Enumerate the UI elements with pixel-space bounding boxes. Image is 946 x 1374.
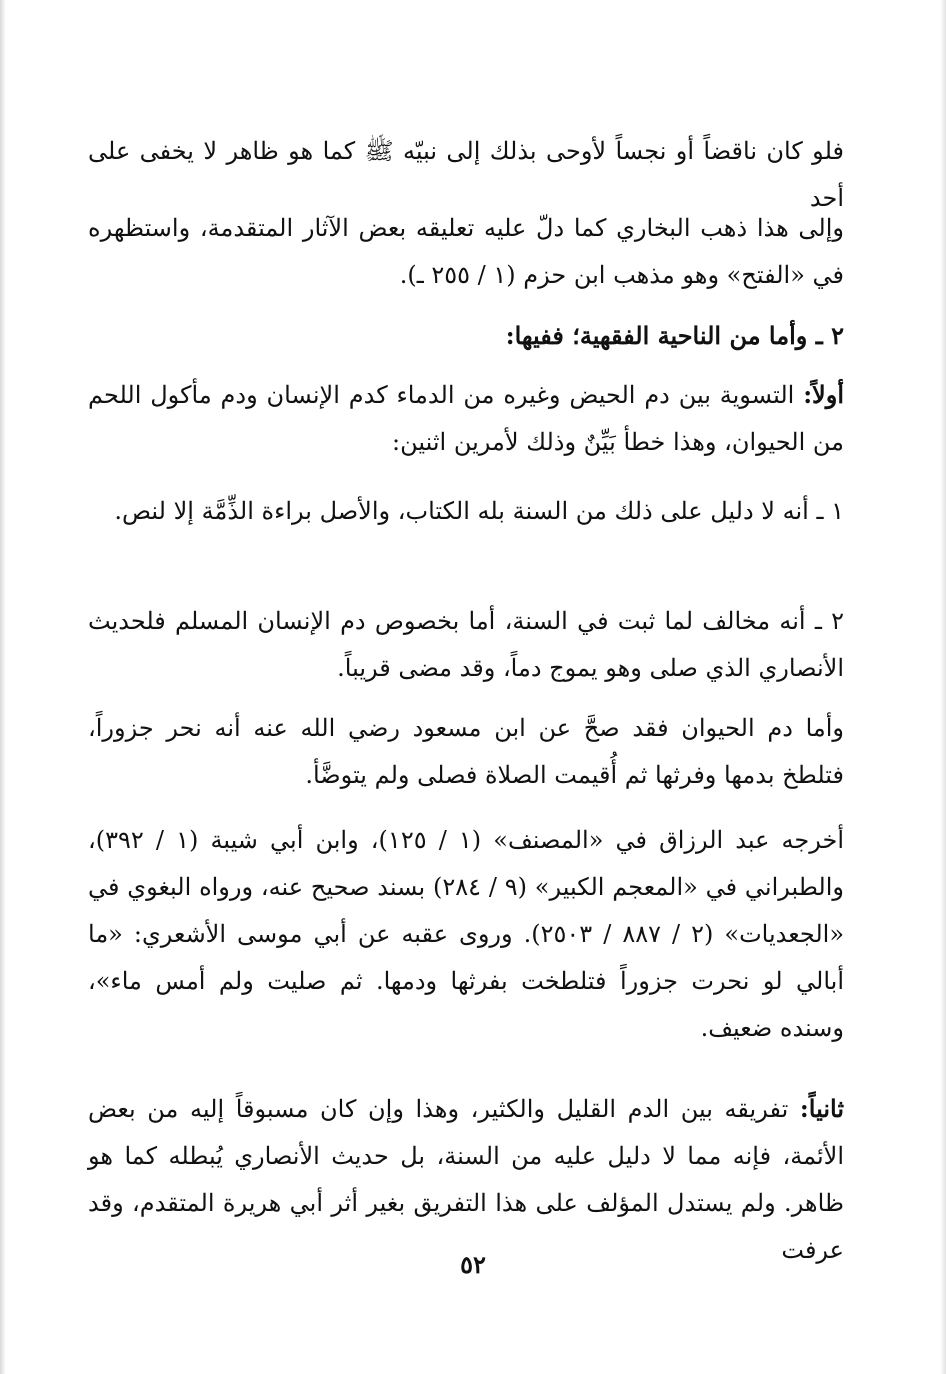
takhrij-text: أخرجه عبد الرزاق في «المصنف» (١ / ١٢٥)، وابن أبي شيبة (١ / ٣٩٢)، والطبراني في «المعجم الكبير» (٩ / ٢٨٤) بسند صحيح عنه، ورواه البغوي في «الجعديات» (٢ / ٨٨٧ / ٢٥٠٣). وروى عقبه عن أبي موسى الأشعري: «ما أبالي لو نحرت جزوراً فتلطخت بفرثها ودمها. ثم صليت ولم أمس ماء»، وسنده ضعيف. bbox=[88, 826, 845, 1042]
paragraph-animal-blood bbox=[88, 705, 844, 799]
second-point-label: ثانياً: bbox=[799, 1094, 844, 1123]
paragraph-first-point bbox=[88, 371, 844, 466]
second-point-text: تفريقه بين الدم القليل والكثير، وهذا وإن كان مسبوقاً إليه من بعض الأئمة، فإنه مما لا دليل عليه من السنة، بل حديث الأنصاري يُبطله كما هو ظاهر. ولم يستدل المؤلف على هذا التفريق بغير أثر أبي هريرة المتقدم، وقد عرفت bbox=[88, 1095, 844, 1264]
first-point-label: أولاً: bbox=[803, 380, 844, 409]
first-point-text: التسوية بين دم الحيض وغيره من الدماء كدم الإنسان ودم مأكول اللحم من الحيوان، وهذا خطأ بَيِّنٌ وذلك لأمرين اثنين: bbox=[88, 381, 844, 456]
section-heading-text: ٢ ـ وأما من الناحية الفقهية؛ ففيها: bbox=[505, 321, 844, 350]
page-number: ٥٢ bbox=[460, 1250, 486, 1279]
scan-edge-right bbox=[940, 0, 946, 1374]
reason-2-text: ٢ ـ أنه مخالف لما ثبت في السنة، أما بخصوص دم الإنسان المسلم فلحديث الأنصاري الذي صلى وهو يموج دماً، وقد مضى قريباً. bbox=[88, 607, 844, 682]
paragraph-1-text: فلو كان ناقضاً أو نجساً لأوحى بذلك إلى نبيّه ﷺ كما هو ظاهر لا يخفى على أحد bbox=[88, 137, 844, 212]
section-heading bbox=[88, 312, 844, 359]
scan-edge-left bbox=[0, 0, 6, 1374]
paragraph-takhrij bbox=[88, 817, 844, 1052]
paragraph-2 bbox=[88, 205, 844, 299]
paragraph-second-point bbox=[88, 1085, 844, 1274]
animal-blood-text: وأما دم الحيوان فقد صحَّ عن ابن مسعود رضي الله عنه أنه نحر جزوراً، فتلطخ بدمها وفرثها ثم أُقيمت الصلاة فصلى ولم يتوضَّأ. bbox=[88, 714, 844, 789]
paragraph-2-text: وإلى هذا ذهب البخاري كما دلّ عليه تعليقه بعض الآثار المتقدمة، واستظهره في «الفتح» وهو مذهب ابن حزم (١ / ٢٥٥ ـ). bbox=[88, 214, 844, 289]
reason-1-text: ١ ـ أنه لا دليل على ذلك من السنة بله الكتاب، والأصل براءة الذِّمَّة إلا لنص. bbox=[114, 497, 844, 525]
paragraph-reason-2 bbox=[88, 598, 844, 692]
paragraph-reason-1 bbox=[88, 488, 844, 535]
